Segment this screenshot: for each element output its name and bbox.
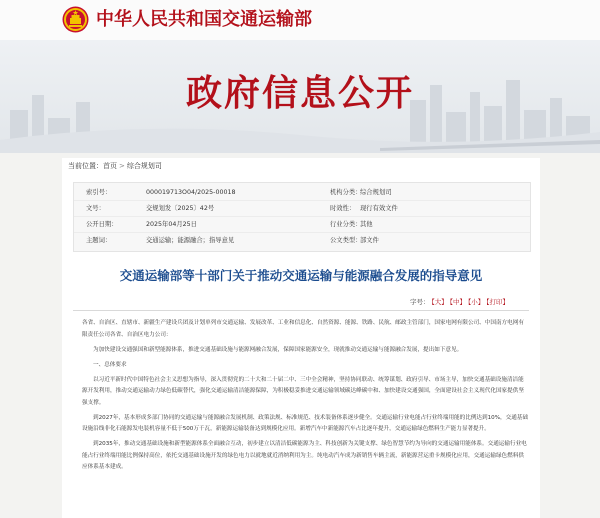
meta-type-value: 部文件 xyxy=(360,237,379,244)
body-paragraph: 以习近平新时代中国特色社会主义思想为指导，深入贯彻党的二十大和二十届二中、三中全会精神，坚持协同联动、统筹谋划、政府引导、市场主导，加快交通基础设施清洁能源开发利用，推动交通运输动力绿色低碳替代，强化交通运输清洁能源保障，为积极稳妥推进交通运输领域碳达峰碳中和、加快建设交通强国，全面建设社会主义现代化国家提供坚强支撑。 xyxy=(82,376,524,406)
banner xyxy=(0,40,600,153)
article-body xyxy=(82,318,528,477)
article-title: 交通运输部等十部门关于推动交通运输与能源融合发展的指导意见 xyxy=(119,268,483,283)
meta-industry-label: 行业分类： xyxy=(330,221,362,228)
site-header xyxy=(0,0,600,41)
meta-org-value: 综合规划司 xyxy=(360,189,392,196)
breadcrumb xyxy=(62,158,540,174)
meta-doc-label: 文号： xyxy=(86,205,105,212)
meta-row-index xyxy=(74,187,530,199)
document-meta-table xyxy=(73,182,531,252)
banner-title: 政府信息公开 xyxy=(185,73,414,114)
breadcrumb-section-link[interactable]: 综合规划司 xyxy=(126,162,162,170)
meta-org-label: 机构分类： xyxy=(330,189,362,196)
meta-topic-value: 交通运输；能源融合；指导意见 xyxy=(146,237,235,244)
body-paragraph: 为加快建设交通强国和新型能源体系，推进交通基础设施与能源网融合发展，保障国家能源安全，现就推动交通运输与能源融合发展，提出如下意见。 xyxy=(93,346,463,353)
meta-date-value: 2025年04月25日 xyxy=(146,221,197,228)
font-small-button[interactable]: 【小】 xyxy=(468,298,485,306)
meta-divider xyxy=(74,216,530,217)
body-paragraph: 各省、自治区、直辖市、新疆生产建设兵团及计划单列市交通运输、发展改革、工业和信息化、自然资源、能源、铁路、民航、邮政主管部门，国家电网有限公司、中国南方电网有限责任公司各省、自治区电力公司： xyxy=(82,320,524,338)
site-name[interactable]: 中华人民共和国交通运输部 xyxy=(96,9,312,30)
national-emblem-icon[interactable] xyxy=(62,6,89,33)
breadcrumb-home-link[interactable]: 首页 xyxy=(103,162,117,170)
font-size-toolbar xyxy=(410,296,530,308)
body-paragraph: 到2027年，基本形成多部门协同的交通运输与能源融合发展机制、政策法规、标准规范、技术装备体系逐步健全。交通运输行业电能占行业终端用能的比例达到10%，交通基础设施沿线非化石能源发电装机容量不低于500万千瓦，新能源运输装备达到规模化应用。新增汽车中新能源汽车占比逐年提升，交通运输绿色燃料生产能力显著提升。 xyxy=(82,414,529,432)
meta-row-doc xyxy=(74,203,530,215)
meta-index-label: 索引号： xyxy=(86,189,112,196)
meta-row-topic xyxy=(74,235,530,247)
meta-topic-label: 主题词： xyxy=(86,237,112,244)
meta-divider xyxy=(74,232,530,233)
meta-row-date xyxy=(74,219,530,231)
font-size-label: 字号： xyxy=(410,298,430,306)
meta-index-value: 000019713O04/2025-00018 xyxy=(146,189,236,196)
meta-status-value: 现行有效文件 xyxy=(360,205,398,212)
meta-industry-value: 其他 xyxy=(360,221,373,228)
body-paragraph: 到2035年，推动交通基础设施和新型能源体系全面融合互动，初步建立以清洁低碳能源为主、科技创新为关键支撑、绿色智慧节约为导向的交通运输用能体系。交通运输行业电能占行业终端用能比例保持高位，依托交通基础设施开发的绿色电力以就地就近消纳利用为主。纯电动汽车成为新销售车辆主流，新能源营运重卡规模化应用，交通运输绿色燃料供应体系基本建成。 xyxy=(82,441,527,470)
section-heading: 一、总体要求 xyxy=(93,361,127,368)
font-medium-button[interactable]: 【中】 xyxy=(449,298,466,306)
meta-status-label: 时效性： xyxy=(330,205,356,212)
meta-divider xyxy=(74,200,530,201)
meta-doc-value: 交规划发〔2025〕42号 xyxy=(146,205,215,212)
breadcrumb-label: 当前位置： xyxy=(68,162,103,170)
meta-type-label: 公文类型： xyxy=(330,237,362,244)
breadcrumb-separator: > xyxy=(119,162,125,170)
meta-date-label: 公开日期： xyxy=(86,221,118,228)
title-divider xyxy=(73,310,529,311)
font-large-button[interactable]: 【大】 xyxy=(431,298,448,306)
print-button[interactable]: 【打印】 xyxy=(486,298,509,306)
